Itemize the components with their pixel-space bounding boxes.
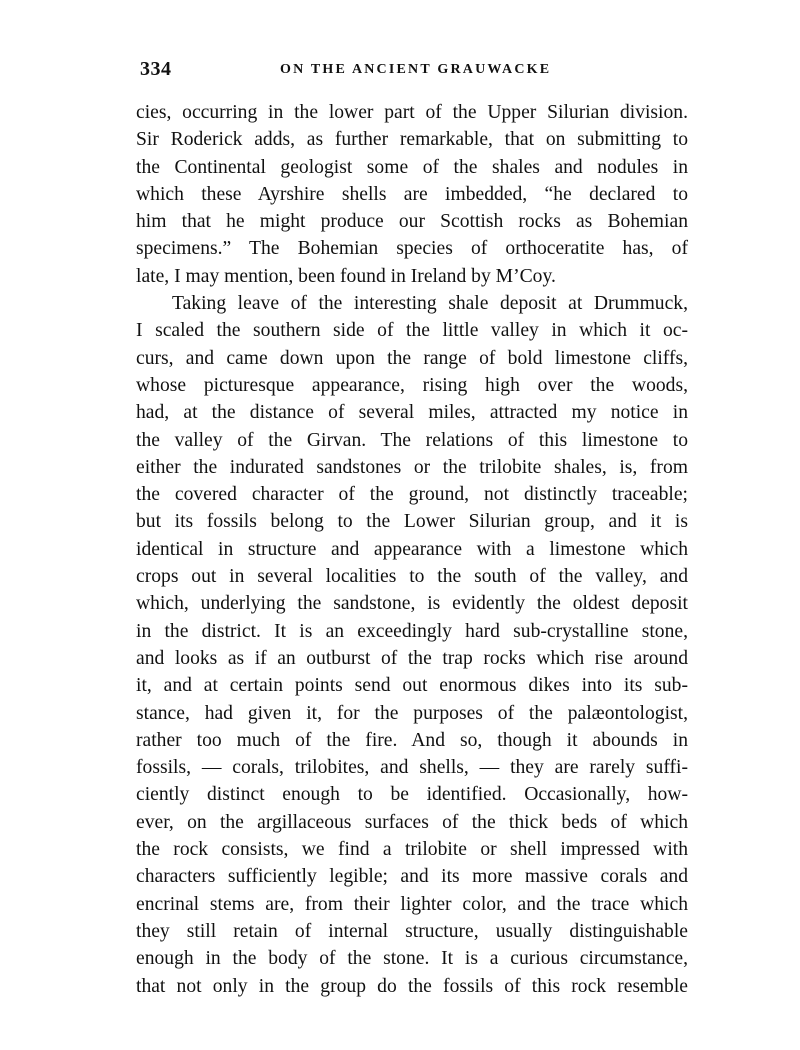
text-line: whose picturesque appearance, rising high over the woods, (136, 374, 688, 396)
text-line: stance, had given it, for the purposes of the palæontologist, (136, 702, 688, 724)
text-line: Sir Roderick adds, as further remarkable, that on submitting to (136, 129, 688, 151)
text-line: late, I may mention, been found in Ireland by M’Coy. (136, 265, 556, 287)
text-line: curs, and came down upon the range of bold limestone cliffs, (136, 347, 688, 369)
page-number: 334 (140, 58, 172, 80)
text-line: ciently distinct enough to be identified. Occasionally, how- (136, 784, 688, 806)
text-line: the rock consists, we find a trilobite or shell impressed with (136, 839, 688, 861)
text-line: the valley of the Girvan. The relations of this limestone to (136, 429, 688, 451)
text-line: enough in the body of the stone. It is a curious circumstance, (136, 948, 688, 970)
text-line: ever, on the argillaceous surfaces of the thick beds of which (136, 811, 688, 833)
text-line: they still retain of internal structure, usually distinguishable (136, 920, 688, 942)
page-header (140, 58, 688, 88)
text-line: and looks as if an outburst of the trap rocks which rise around (136, 647, 688, 669)
running-head: ON THE ANCIENT GRAUWACKE (280, 62, 552, 77)
text-line: which these Ayrshire shells are imbedded, “he declared to (136, 183, 688, 205)
text-line: fossils, — corals, trilobites, and shells, — they are rarely suffi- (136, 757, 688, 779)
text-line: identical in structure and appearance with a limestone which (136, 538, 688, 560)
text-line: encrinal stems are, from their lighter color, and the trace which (136, 893, 688, 915)
text-line: characters sufficiently legible; and its more massive corals and (136, 866, 688, 888)
text-line: which, underlying the sandstone, is evidently the oldest deposit (136, 593, 688, 615)
body-text (136, 99, 688, 1000)
text-line: specimens.” The Bohemian species of orthoceratite has, of (136, 238, 688, 260)
text-line: but its fossils belong to the Lower Silurian group, and it is (136, 511, 688, 533)
text-line: that not only in the group do the fossils of this rock resemble (136, 975, 688, 997)
text-line: crops out in several localities to the south of the valley, and (136, 566, 688, 588)
text-line: rather too much of the fire. And so, though it abounds in (136, 729, 688, 751)
text-line: cies, occurring in the lower part of the Upper Silurian division. (136, 102, 688, 123)
text-line: either the indurated sandstones or the trilobite shales, is, from (136, 456, 688, 478)
text-line: the covered character of the ground, not distinctly traceable; (136, 484, 688, 506)
text-line: it, and at certain points send out enormous dikes into its sub- (136, 675, 688, 697)
text-line: the Continental geologist some of the shales and nodules in (136, 156, 688, 178)
text-line: I scaled the southern side of the little valley in which it oc- (136, 320, 688, 342)
paragraph-start-line: Taking leave of the interesting shale deposit at Drummuck, (172, 293, 688, 315)
text-line: him that he might produce our Scottish rocks as Bohemian (136, 211, 688, 233)
text-line: had, at the distance of several miles, attracted my notice in (136, 402, 688, 424)
text-line: in the district. It is an exceedingly hard sub-crystalline stone, (136, 620, 688, 642)
